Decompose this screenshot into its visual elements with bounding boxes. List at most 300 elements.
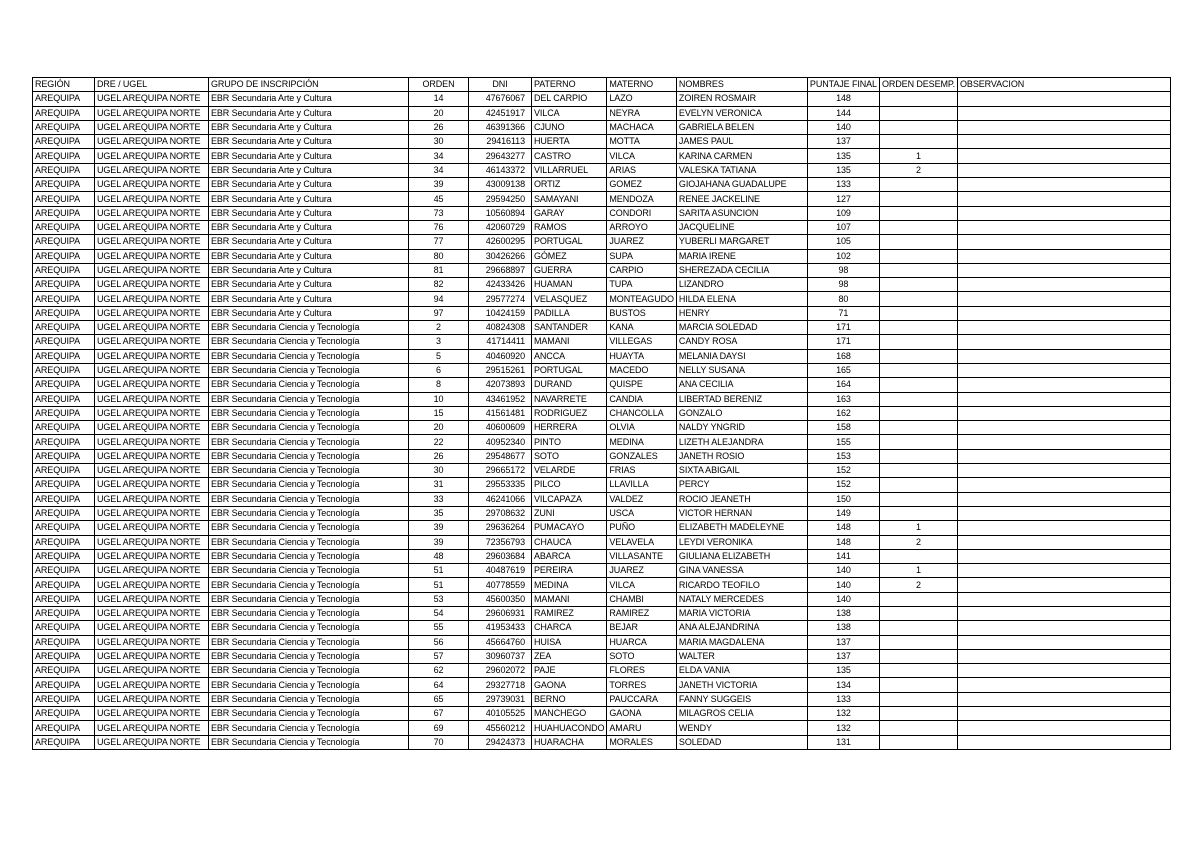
cell-orden: 64	[409, 678, 469, 692]
cell-materno: KANA	[607, 321, 677, 335]
cell-observacion	[958, 592, 1171, 606]
cell-region: AREQUIPA	[33, 120, 95, 134]
cell-paterno: CHARCA	[532, 621, 607, 635]
cell-paterno: ZUNI	[532, 506, 607, 520]
cell-orden: 8	[409, 378, 469, 392]
cell-orden: 53	[409, 592, 469, 606]
cell-observacion	[958, 521, 1171, 535]
cell-nombres: JAMES PAUL	[676, 135, 807, 149]
cell-orden-desemp	[879, 192, 957, 206]
cell-dni: 29515261	[469, 363, 532, 377]
cell-orden-desemp: 2	[879, 163, 957, 177]
cell-puntaje-final: 171	[807, 321, 879, 335]
cell-region: AREQUIPA	[33, 92, 95, 106]
cell-orden: 51	[409, 578, 469, 592]
table-row	[33, 306, 1171, 320]
cell-puntaje-final: 165	[807, 363, 879, 377]
cell-orden: 14	[409, 92, 469, 106]
cell-orden-desemp	[879, 464, 957, 478]
cell-dre-ugel: UGEL AREQUIPA NORTE	[95, 249, 209, 263]
cell-observacion	[958, 149, 1171, 163]
cell-nombres: KARINA CARMEN	[676, 149, 807, 163]
cell-orden-desemp	[879, 549, 957, 563]
cell-region: AREQUIPA	[33, 692, 95, 706]
cell-dre-ugel: UGEL AREQUIPA NORTE	[95, 564, 209, 578]
cell-observacion	[958, 335, 1171, 349]
table-row	[33, 278, 1171, 292]
cell-dni: 41561481	[469, 406, 532, 420]
cell-nombres: MARCIA SOLEDAD	[676, 321, 807, 335]
cell-puntaje-final: 138	[807, 621, 879, 635]
cell-paterno: PORTUGAL	[532, 363, 607, 377]
cell-orden-desemp	[879, 306, 957, 320]
cell-nombres: HILDA ELENA	[676, 292, 807, 306]
cell-dni: 43009138	[469, 178, 532, 192]
cell-orden: 57	[409, 649, 469, 663]
cell-orden: 5	[409, 349, 469, 363]
cell-nombres: NELLY SUSANA	[676, 363, 807, 377]
table-row	[33, 206, 1171, 220]
cell-region: AREQUIPA	[33, 521, 95, 535]
table-row	[33, 549, 1171, 563]
cell-grupo-inscripcion: EBR Secundaria Ciencia y Tecnología	[209, 521, 409, 535]
cell-materno: JUAREZ	[607, 235, 677, 249]
cell-paterno: NAVARRETE	[532, 392, 607, 406]
cell-grupo-inscripcion: EBR Secundaria Ciencia y Tecnología	[209, 564, 409, 578]
cell-dni: 30960737	[469, 649, 532, 663]
cell-materno: NEYRA	[607, 106, 677, 120]
cell-nombres: VICTOR HERNAN	[676, 506, 807, 520]
cell-grupo-inscripcion: EBR Secundaria Ciencia y Tecnología	[209, 378, 409, 392]
table-row	[33, 249, 1171, 263]
cell-dni: 45664760	[469, 635, 532, 649]
table-row	[33, 321, 1171, 335]
cell-grupo-inscripcion: EBR Secundaria Ciencia y Tecnología	[209, 592, 409, 606]
cell-orden-desemp	[879, 135, 957, 149]
cell-dni: 42060729	[469, 220, 532, 234]
cell-grupo-inscripcion: EBR Secundaria Ciencia y Tecnología	[209, 578, 409, 592]
cell-puntaje-final: 109	[807, 206, 879, 220]
column-header-nombres: NOMBRES	[676, 78, 807, 92]
table-body	[33, 92, 1171, 750]
cell-materno: MONTEAGUDO	[607, 292, 677, 306]
cell-orden: 39	[409, 178, 469, 192]
cell-grupo-inscripcion: EBR Secundaria Ciencia y Tecnología	[209, 735, 409, 749]
table-row	[33, 535, 1171, 549]
cell-dni: 40487619	[469, 564, 532, 578]
cell-nombres: LIZETH ALEJANDRA	[676, 435, 807, 449]
cell-region: AREQUIPA	[33, 335, 95, 349]
cell-dre-ugel: UGEL AREQUIPA NORTE	[95, 635, 209, 649]
cell-orden: 76	[409, 220, 469, 234]
cell-dre-ugel: UGEL AREQUIPA NORTE	[95, 392, 209, 406]
cell-dni: 29424373	[469, 735, 532, 749]
cell-dni: 30426266	[469, 249, 532, 263]
cell-region: AREQUIPA	[33, 321, 95, 335]
cell-dni: 29602072	[469, 664, 532, 678]
cell-orden-desemp	[879, 392, 957, 406]
cell-region: AREQUIPA	[33, 506, 95, 520]
cell-puntaje-final: 98	[807, 278, 879, 292]
cell-nombres: LEYDI VERONIKA	[676, 535, 807, 549]
cell-orden-desemp	[879, 664, 957, 678]
cell-orden: 73	[409, 206, 469, 220]
cell-puntaje-final: 148	[807, 521, 879, 535]
cell-nombres: NALDY YNGRID	[676, 421, 807, 435]
cell-observacion	[958, 206, 1171, 220]
table-row	[33, 135, 1171, 149]
cell-nombres: ELDA VANIA	[676, 664, 807, 678]
cell-grupo-inscripcion: EBR Secundaria Arte y Cultura	[209, 135, 409, 149]
results-table	[32, 77, 1171, 750]
cell-orden-desemp	[879, 206, 957, 220]
cell-grupo-inscripcion: EBR Secundaria Ciencia y Tecnología	[209, 464, 409, 478]
cell-observacion	[958, 692, 1171, 706]
cell-nombres: SOLEDAD	[676, 735, 807, 749]
cell-orden: 94	[409, 292, 469, 306]
cell-region: AREQUIPA	[33, 278, 95, 292]
cell-observacion	[958, 649, 1171, 663]
cell-paterno: VELASQUEZ	[532, 292, 607, 306]
cell-paterno: GUERRA	[532, 263, 607, 277]
cell-orden-desemp: 2	[879, 535, 957, 549]
cell-dni: 29327718	[469, 678, 532, 692]
cell-puntaje-final: 149	[807, 506, 879, 520]
cell-grupo-inscripcion: EBR Secundaria Ciencia y Tecnología	[209, 335, 409, 349]
cell-orden-desemp: 2	[879, 578, 957, 592]
cell-paterno: PORTUGAL	[532, 235, 607, 249]
cell-puntaje-final: 135	[807, 163, 879, 177]
cell-region: AREQUIPA	[33, 378, 95, 392]
table-row	[33, 220, 1171, 234]
cell-paterno: PEREIRA	[532, 564, 607, 578]
cell-paterno: MAMANI	[532, 592, 607, 606]
cell-puntaje-final: 137	[807, 649, 879, 663]
cell-orden: 54	[409, 606, 469, 620]
cell-observacion	[958, 606, 1171, 620]
table-row	[33, 335, 1171, 349]
cell-dre-ugel: UGEL AREQUIPA NORTE	[95, 135, 209, 149]
cell-orden-desemp	[879, 406, 957, 420]
cell-observacion	[958, 449, 1171, 463]
cell-materno: CONDORI	[607, 206, 677, 220]
cell-puntaje-final: 163	[807, 392, 879, 406]
cell-nombres: JANETH VICTORIA	[676, 678, 807, 692]
cell-dre-ugel: UGEL AREQUIPA NORTE	[95, 478, 209, 492]
cell-paterno: ZEA	[532, 649, 607, 663]
cell-nombres: RENEE JACKELINE	[676, 192, 807, 206]
cell-paterno: DEL CARPIO	[532, 92, 607, 106]
cell-materno: VELAVELA	[607, 535, 677, 549]
cell-observacion	[958, 178, 1171, 192]
cell-paterno: ORTIZ	[532, 178, 607, 192]
cell-observacion	[958, 192, 1171, 206]
cell-materno: BUSTOS	[607, 306, 677, 320]
cell-materno: VILCA	[607, 578, 677, 592]
table-row	[33, 449, 1171, 463]
cell-dre-ugel: UGEL AREQUIPA NORTE	[95, 235, 209, 249]
cell-puntaje-final: 153	[807, 449, 879, 463]
cell-dni: 29603684	[469, 549, 532, 563]
cell-region: AREQUIPA	[33, 564, 95, 578]
cell-puntaje-final: 132	[807, 707, 879, 721]
cell-dni: 46143372	[469, 163, 532, 177]
cell-orden: 20	[409, 421, 469, 435]
cell-grupo-inscripcion: EBR Secundaria Arte y Cultura	[209, 220, 409, 234]
table-row	[33, 735, 1171, 749]
cell-orden: 6	[409, 363, 469, 377]
table-row	[33, 606, 1171, 620]
cell-grupo-inscripcion: EBR Secundaria Ciencia y Tecnología	[209, 678, 409, 692]
table-row	[33, 721, 1171, 735]
cell-dre-ugel: UGEL AREQUIPA NORTE	[95, 464, 209, 478]
cell-region: AREQUIPA	[33, 292, 95, 306]
cell-region: AREQUIPA	[33, 464, 95, 478]
cell-orden-desemp	[879, 235, 957, 249]
table-row	[33, 478, 1171, 492]
table-row	[33, 635, 1171, 649]
cell-orden-desemp	[879, 178, 957, 192]
cell-puntaje-final: 98	[807, 263, 879, 277]
cell-orden-desemp	[879, 435, 957, 449]
cell-puntaje-final: 155	[807, 435, 879, 449]
cell-materno: TORRES	[607, 678, 677, 692]
cell-dni: 10560894	[469, 206, 532, 220]
cell-observacion	[958, 464, 1171, 478]
cell-puntaje-final: 105	[807, 235, 879, 249]
cell-puntaje-final: 141	[807, 549, 879, 563]
cell-paterno: HUAMAN	[532, 278, 607, 292]
cell-region: AREQUIPA	[33, 206, 95, 220]
cell-region: AREQUIPA	[33, 135, 95, 149]
table-row	[33, 292, 1171, 306]
cell-puntaje-final: 158	[807, 421, 879, 435]
table-row	[33, 621, 1171, 635]
table-row	[33, 521, 1171, 535]
table-row	[33, 120, 1171, 134]
cell-dni: 45560212	[469, 721, 532, 735]
column-header-puntaje-final: PUNTAJE FINAL	[807, 78, 879, 92]
cell-grupo-inscripcion: EBR Secundaria Ciencia y Tecnología	[209, 664, 409, 678]
cell-grupo-inscripcion: EBR Secundaria Ciencia y Tecnología	[209, 435, 409, 449]
cell-puntaje-final: 140	[807, 564, 879, 578]
cell-grupo-inscripcion: EBR Secundaria Arte y Cultura	[209, 120, 409, 134]
cell-dre-ugel: UGEL AREQUIPA NORTE	[95, 263, 209, 277]
cell-dni: 42600295	[469, 235, 532, 249]
cell-paterno: RAMOS	[532, 220, 607, 234]
cell-region: AREQUIPA	[33, 492, 95, 506]
cell-dni: 10424159	[469, 306, 532, 320]
cell-dre-ugel: UGEL AREQUIPA NORTE	[95, 192, 209, 206]
cell-materno: SUPA	[607, 249, 677, 263]
cell-materno: AMARU	[607, 721, 677, 735]
cell-nombres: PERCY	[676, 478, 807, 492]
cell-grupo-inscripcion: EBR Secundaria Ciencia y Tecnología	[209, 478, 409, 492]
cell-region: AREQUIPA	[33, 535, 95, 549]
cell-dre-ugel: UGEL AREQUIPA NORTE	[95, 449, 209, 463]
table-row	[33, 406, 1171, 420]
cell-nombres: SARITA ASUNCION	[676, 206, 807, 220]
cell-dre-ugel: UGEL AREQUIPA NORTE	[95, 92, 209, 106]
cell-dni: 40824308	[469, 321, 532, 335]
cell-dni: 29643277	[469, 149, 532, 163]
cell-materno: PUÑO	[607, 521, 677, 535]
cell-materno: QUISPE	[607, 378, 677, 392]
cell-materno: GAONA	[607, 707, 677, 721]
cell-dni: 46241066	[469, 492, 532, 506]
cell-orden-desemp	[879, 449, 957, 463]
cell-puntaje-final: 138	[807, 606, 879, 620]
cell-orden-desemp: 1	[879, 149, 957, 163]
cell-grupo-inscripcion: EBR Secundaria Ciencia y Tecnología	[209, 449, 409, 463]
cell-observacion	[958, 120, 1171, 134]
cell-puntaje-final: 171	[807, 335, 879, 349]
cell-orden: 45	[409, 192, 469, 206]
cell-paterno: VILLARRUEL	[532, 163, 607, 177]
cell-observacion	[958, 378, 1171, 392]
cell-observacion	[958, 292, 1171, 306]
cell-orden-desemp	[879, 707, 957, 721]
cell-paterno: VILCA	[532, 106, 607, 120]
cell-paterno: PAJE	[532, 664, 607, 678]
cell-paterno: SAMAYANI	[532, 192, 607, 206]
cell-dni: 40778559	[469, 578, 532, 592]
cell-paterno: PINTO	[532, 435, 607, 449]
cell-grupo-inscripcion: EBR Secundaria Arte y Cultura	[209, 106, 409, 120]
cell-paterno: VILCAPAZA	[532, 492, 607, 506]
cell-materno: MEDINA	[607, 435, 677, 449]
cell-dni: 46391366	[469, 120, 532, 134]
cell-observacion	[958, 478, 1171, 492]
cell-dre-ugel: UGEL AREQUIPA NORTE	[95, 506, 209, 520]
cell-orden: 81	[409, 263, 469, 277]
cell-puntaje-final: 134	[807, 678, 879, 692]
cell-materno: FLORES	[607, 664, 677, 678]
cell-paterno: MANCHEGO	[532, 707, 607, 721]
cell-region: AREQUIPA	[33, 421, 95, 435]
cell-puntaje-final: 102	[807, 249, 879, 263]
header-row	[33, 78, 1171, 92]
cell-paterno: HUERTA	[532, 135, 607, 149]
cell-orden: 56	[409, 635, 469, 649]
cell-orden: 31	[409, 478, 469, 492]
cell-dni: 40952340	[469, 435, 532, 449]
cell-grupo-inscripcion: EBR Secundaria Arte y Cultura	[209, 278, 409, 292]
cell-paterno: CJUNO	[532, 120, 607, 134]
cell-observacion	[958, 707, 1171, 721]
cell-materno: MORALES	[607, 735, 677, 749]
cell-materno: MENDOZA	[607, 192, 677, 206]
cell-orden-desemp	[879, 378, 957, 392]
cell-orden-desemp	[879, 621, 957, 635]
cell-materno: HUAYTA	[607, 349, 677, 363]
cell-region: AREQUIPA	[33, 363, 95, 377]
cell-region: AREQUIPA	[33, 392, 95, 406]
cell-dre-ugel: UGEL AREQUIPA NORTE	[95, 421, 209, 435]
cell-materno: SOTO	[607, 649, 677, 663]
cell-dre-ugel: UGEL AREQUIPA NORTE	[95, 292, 209, 306]
cell-region: AREQUIPA	[33, 106, 95, 120]
cell-nombres: CANDY ROSA	[676, 335, 807, 349]
cell-region: AREQUIPA	[33, 178, 95, 192]
cell-grupo-inscripcion: EBR Secundaria Ciencia y Tecnología	[209, 721, 409, 735]
cell-materno: LAZO	[607, 92, 677, 106]
cell-grupo-inscripcion: EBR Secundaria Arte y Cultura	[209, 206, 409, 220]
cell-grupo-inscripcion: EBR Secundaria Arte y Cultura	[209, 149, 409, 163]
cell-materno: LLAVILLA	[607, 478, 677, 492]
cell-observacion	[958, 678, 1171, 692]
cell-nombres: ANA ALEJANDRINA	[676, 621, 807, 635]
cell-dre-ugel: UGEL AREQUIPA NORTE	[95, 120, 209, 134]
cell-observacion	[958, 421, 1171, 435]
cell-region: AREQUIPA	[33, 678, 95, 692]
cell-orden: 26	[409, 449, 469, 463]
cell-puntaje-final: 168	[807, 349, 879, 363]
cell-dni: 29636264	[469, 521, 532, 535]
cell-nombres: MELANIA DAYSI	[676, 349, 807, 363]
cell-nombres: JANETH ROSIO	[676, 449, 807, 463]
cell-observacion	[958, 163, 1171, 177]
cell-observacion	[958, 535, 1171, 549]
cell-paterno: GAONA	[532, 678, 607, 692]
cell-materno: MOTTA	[607, 135, 677, 149]
cell-dre-ugel: UGEL AREQUIPA NORTE	[95, 578, 209, 592]
table-row	[33, 592, 1171, 606]
cell-grupo-inscripcion: EBR Secundaria Arte y Cultura	[209, 249, 409, 263]
cell-dre-ugel: UGEL AREQUIPA NORTE	[95, 649, 209, 663]
cell-materno: VALDEZ	[607, 492, 677, 506]
cell-paterno: BERNO	[532, 692, 607, 706]
cell-grupo-inscripcion: EBR Secundaria Ciencia y Tecnología	[209, 649, 409, 663]
cell-dni: 29668897	[469, 263, 532, 277]
cell-region: AREQUIPA	[33, 707, 95, 721]
cell-puntaje-final: 150	[807, 492, 879, 506]
cell-orden: 26	[409, 120, 469, 134]
table-row	[33, 506, 1171, 520]
cell-dni: 29708632	[469, 506, 532, 520]
cell-region: AREQUIPA	[33, 449, 95, 463]
cell-paterno: ANCCA	[532, 349, 607, 363]
cell-observacion	[958, 220, 1171, 234]
cell-nombres: ANA CECILIA	[676, 378, 807, 392]
cell-nombres: FANNY SUGGEIS	[676, 692, 807, 706]
cell-grupo-inscripcion: EBR Secundaria Ciencia y Tecnología	[209, 535, 409, 549]
cell-grupo-inscripcion: EBR Secundaria Ciencia y Tecnología	[209, 321, 409, 335]
cell-nombres: GABRIELA BELEN	[676, 120, 807, 134]
column-header-orden: ORDEN	[409, 78, 469, 92]
cell-dre-ugel: UGEL AREQUIPA NORTE	[95, 549, 209, 563]
cell-orden: 20	[409, 106, 469, 120]
cell-materno: BEJAR	[607, 621, 677, 635]
cell-orden-desemp	[879, 292, 957, 306]
cell-materno: VILLEGAS	[607, 335, 677, 349]
cell-grupo-inscripcion: EBR Secundaria Ciencia y Tecnología	[209, 492, 409, 506]
cell-region: AREQUIPA	[33, 235, 95, 249]
cell-paterno: RAMIREZ	[532, 606, 607, 620]
cell-dre-ugel: UGEL AREQUIPA NORTE	[95, 435, 209, 449]
table-row	[33, 649, 1171, 663]
column-header-dre-ugel: DRE / UGEL	[95, 78, 209, 92]
cell-materno: CARPIO	[607, 263, 677, 277]
cell-orden: 51	[409, 564, 469, 578]
cell-observacion	[958, 406, 1171, 420]
cell-dre-ugel: UGEL AREQUIPA NORTE	[95, 521, 209, 535]
cell-region: AREQUIPA	[33, 621, 95, 635]
cell-grupo-inscripcion: EBR Secundaria Ciencia y Tecnología	[209, 421, 409, 435]
cell-orden: 30	[409, 464, 469, 478]
table-row	[33, 564, 1171, 578]
cell-nombres: LIBERTAD BERENIZ	[676, 392, 807, 406]
